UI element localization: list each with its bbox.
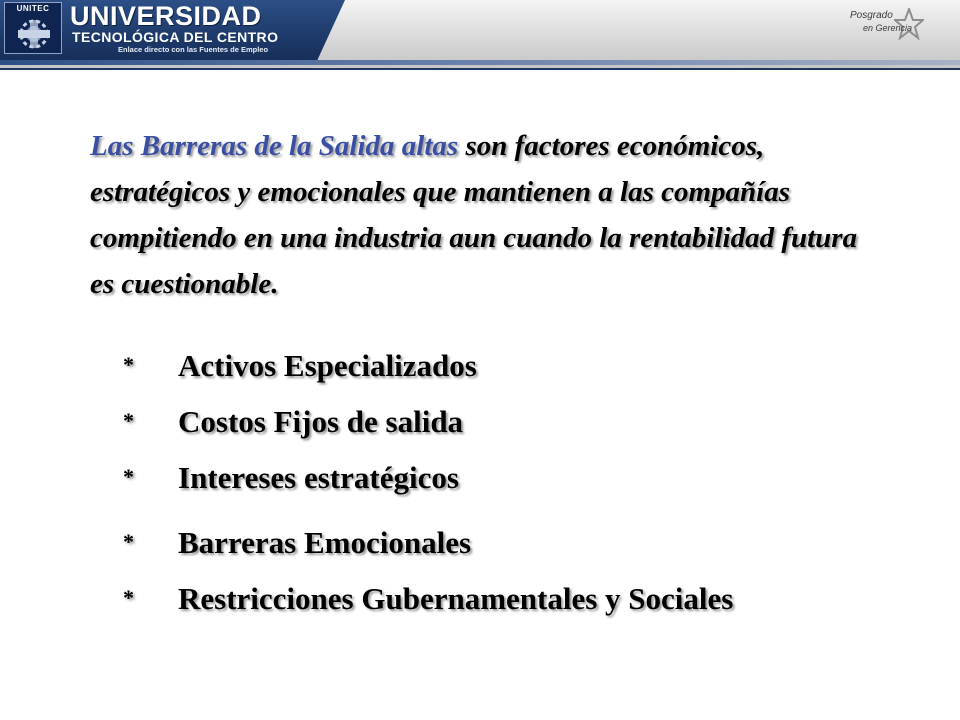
asterisk-bullet-icon: * <box>123 464 134 489</box>
definition-text: son factores económicos, estratégicos y emocionales que mantienen a las compañías compitiendo en una industria aun cuando la rentabilidad futura es cuestionable. <box>90 130 858 300</box>
program-line-2: en Gerencia <box>863 23 913 33</box>
header-stripe <box>0 60 960 65</box>
list-item-label: Intereses estratégicos <box>178 460 459 495</box>
asterisk-bullet-icon: * <box>123 529 134 554</box>
list-item <box>123 404 463 440</box>
list-item <box>123 525 471 561</box>
list-item-label: Barreras Emocionales <box>178 525 472 560</box>
definition-paragraph <box>90 123 870 307</box>
header-divider <box>0 68 960 70</box>
list-item <box>123 460 459 496</box>
definition-highlight: Las Barreras de la Salida altas <box>90 130 459 162</box>
asterisk-bullet-icon: * <box>123 352 134 377</box>
brand-name: UNIVERSIDAD <box>70 1 262 31</box>
list-item-label: Activos Especializados <box>178 348 477 383</box>
program-logo <box>850 8 924 48</box>
logo-box-text: UNITEC <box>16 4 50 13</box>
unitec-logo <box>4 2 62 54</box>
program-line-1: Posgrado <box>850 10 893 21</box>
brand-subtitle: TECNOLÓGICA DEL CENTRO <box>72 29 279 45</box>
list-item <box>123 348 477 384</box>
header-banner <box>0 0 960 70</box>
asterisk-bullet-icon: * <box>123 585 134 610</box>
asterisk-bullet-icon: * <box>123 408 134 433</box>
list-item-label: Costos Fijos de salida <box>178 404 464 439</box>
gear-emblem-icon <box>12 16 56 52</box>
brand-tagline: Enlace directo con las Fuentes de Empleo <box>118 45 269 54</box>
list-item-label: Restricciones Gubernamentales y Sociales <box>178 581 734 616</box>
list-item <box>123 581 733 617</box>
